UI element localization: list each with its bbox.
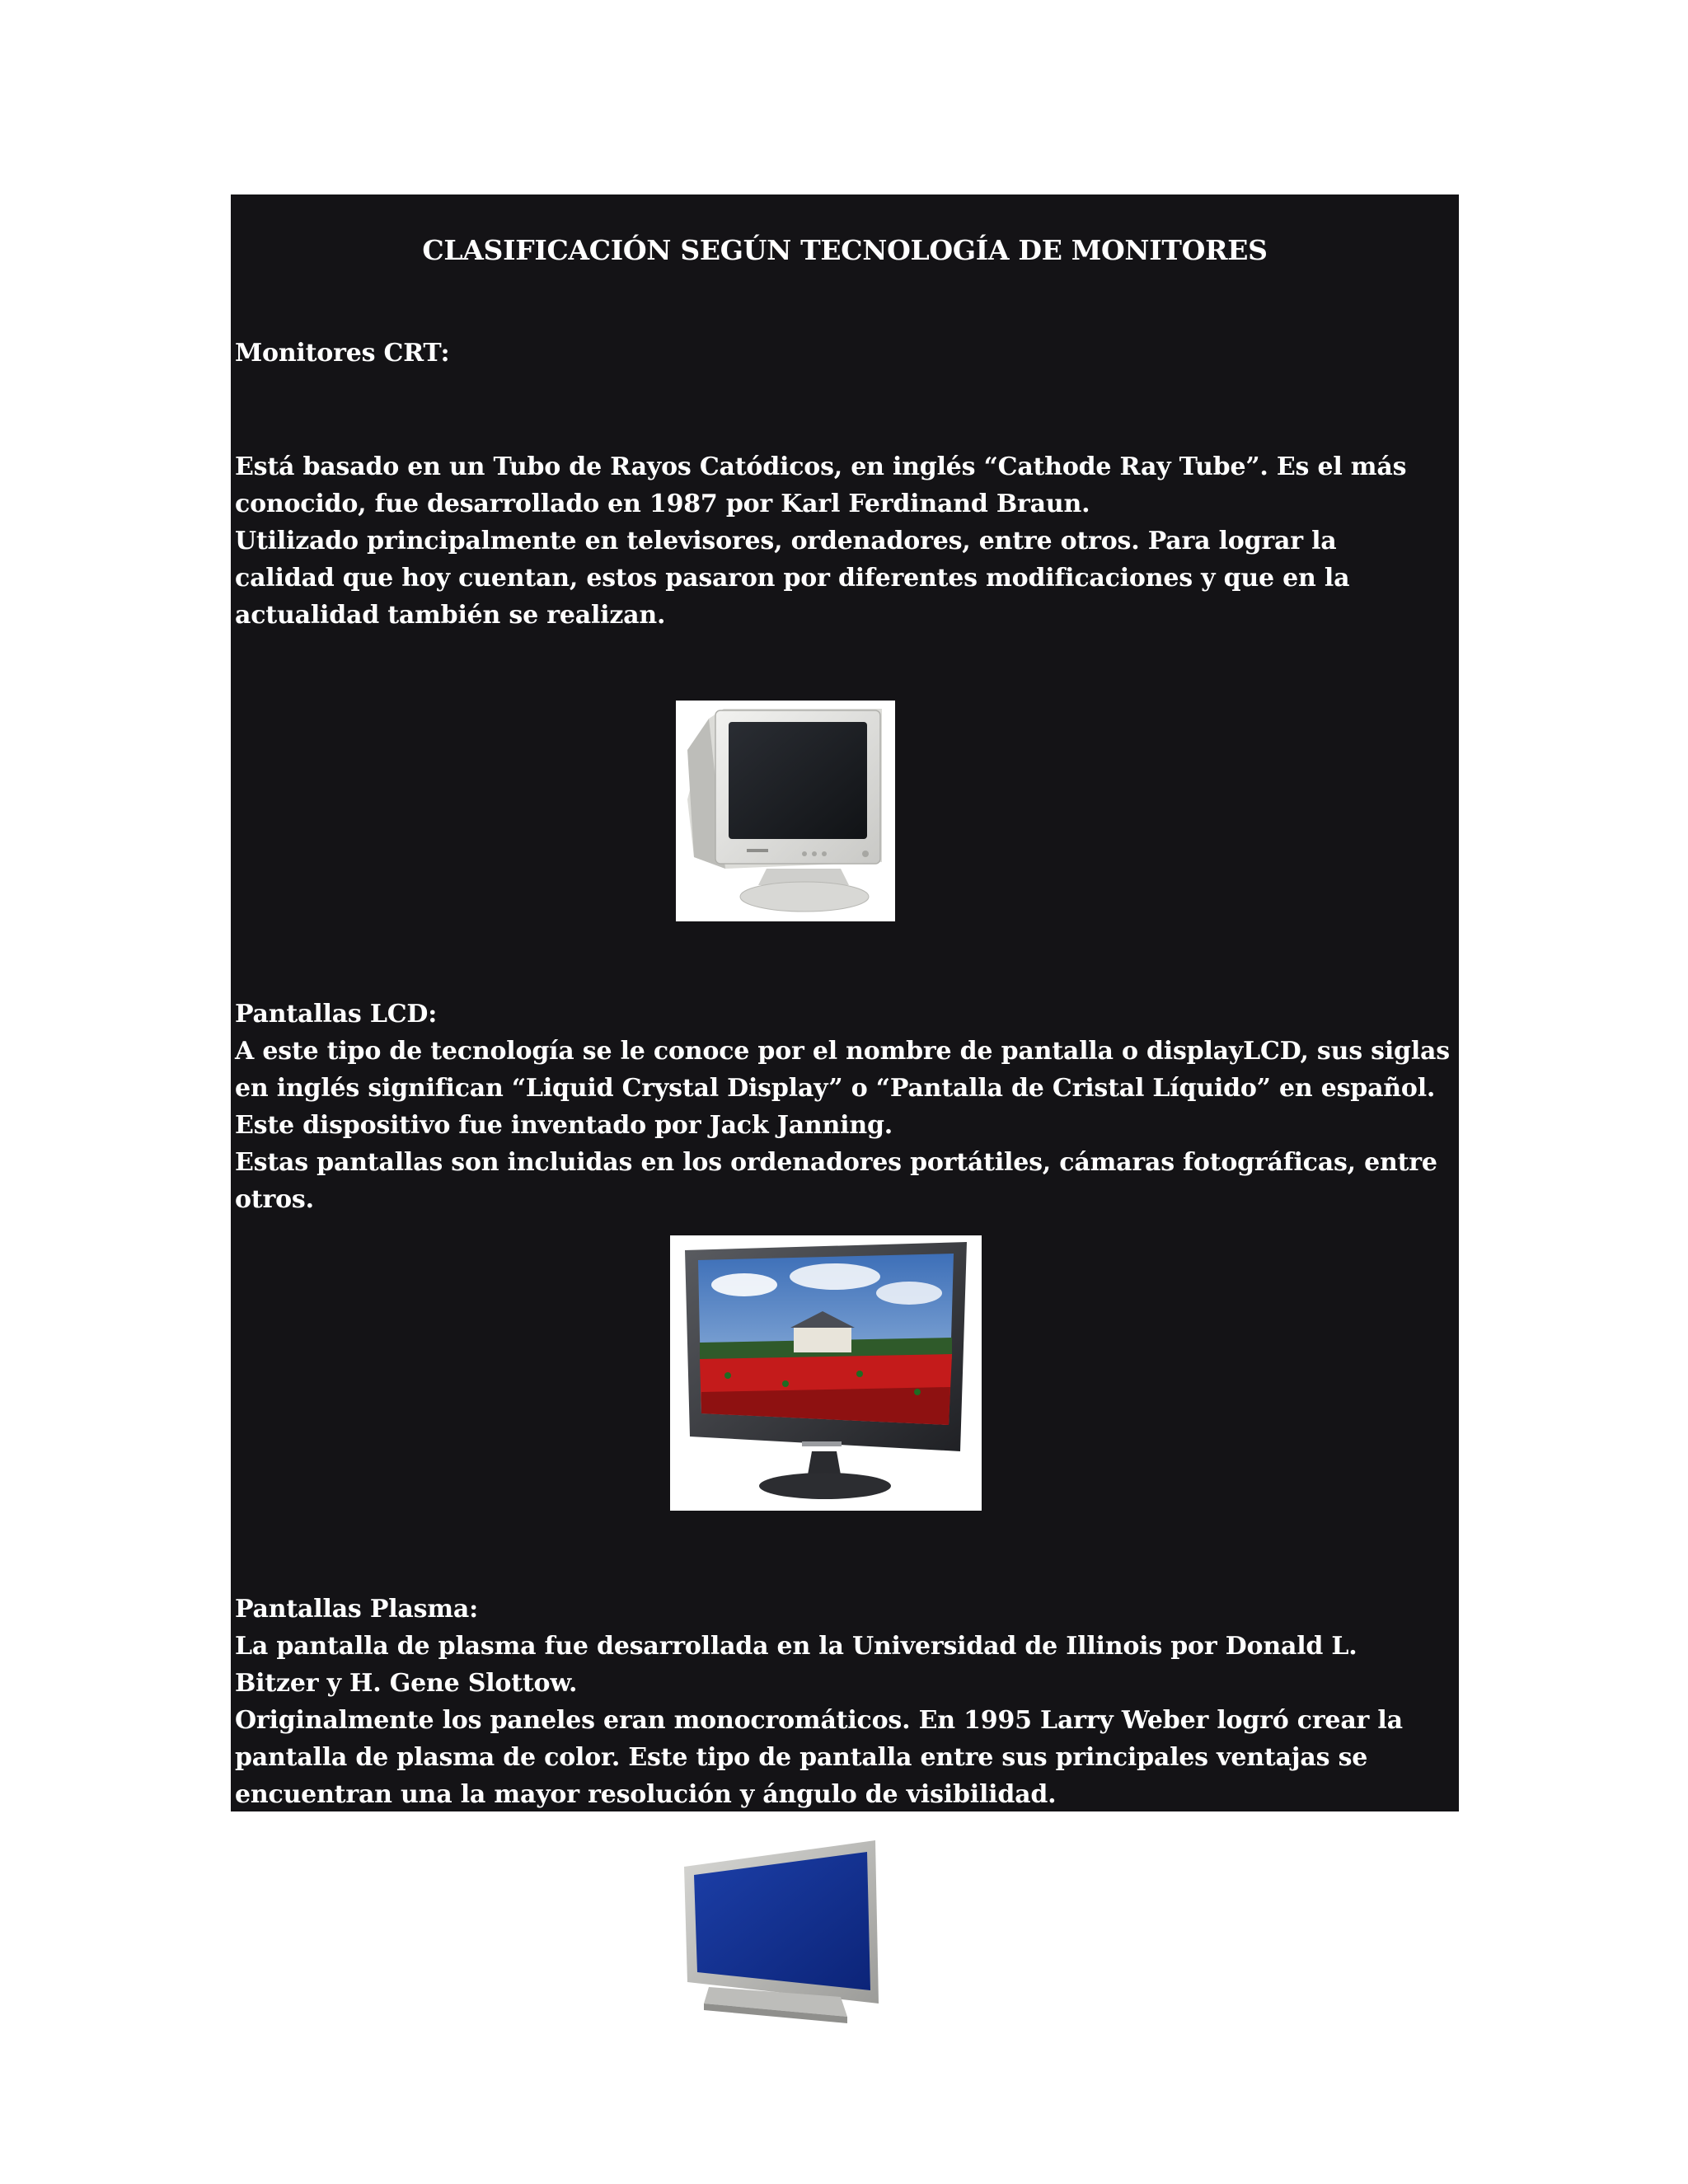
lcd-monitor-image <box>670 1235 982 1511</box>
plasma-tv-image <box>676 1834 890 2040</box>
crt-monitor-icon <box>676 701 895 921</box>
page-title: CLASIFICACIÓN SEGÚN TECNOLOGÍA DE MONITORES <box>422 234 1268 266</box>
section-body-plasma: La pantalla de plasma fue desarrollada en la Universidad de Illinois por Donald L. Bitzer y H. Gene Slottow. Originalmente los paneles eran monocromáticos. En 1995 Larry Weber logró crear la pantalla de plasma de color. Este tipo de pantalla entre sus principales ventajas se encuentran una la mayor resolución y ángulo de visibilidad. <box>235 1632 1403 1809</box>
crt-monitor-image <box>676 701 895 921</box>
section-body-crt: Está basado en un Tubo de Rayos Catódicos, en inglés “Cathode Ray Tube”. Es el más conocido, fue desarrollado en 1987 por Karl Ferdinand Braun. Utilizado principalmente en televisores, ordenadores, entre otros. Para lograr la calidad que hoy cuentan, estos pasaron por diferentes modificaciones y que en la actualidad también se realizan. <box>235 452 1407 630</box>
dark-content-panel <box>231 194 1459 1811</box>
lcd-monitor-icon <box>670 1235 982 1511</box>
section-heading-lcd: Pantallas LCD: <box>235 1000 438 1029</box>
section-body-lcd: A este tipo de tecnología se le conoce por el nombre de pantalla o displayLCD, sus siglas en inglés significan “Liquid Crystal Display” o “Pantalla de Cristal Líquido” en español. Este dispositivo fue inventado por Jack Janning. Estas pantallas son incluidas en los ordenadores portátiles, cámaras fotográficas, entre otros. <box>235 1037 1450 1214</box>
section-heading-crt: Monitores CRT: <box>235 339 450 368</box>
plasma-tv-icon <box>676 1834 890 2040</box>
section-heading-plasma: Pantallas Plasma: <box>235 1595 479 1624</box>
